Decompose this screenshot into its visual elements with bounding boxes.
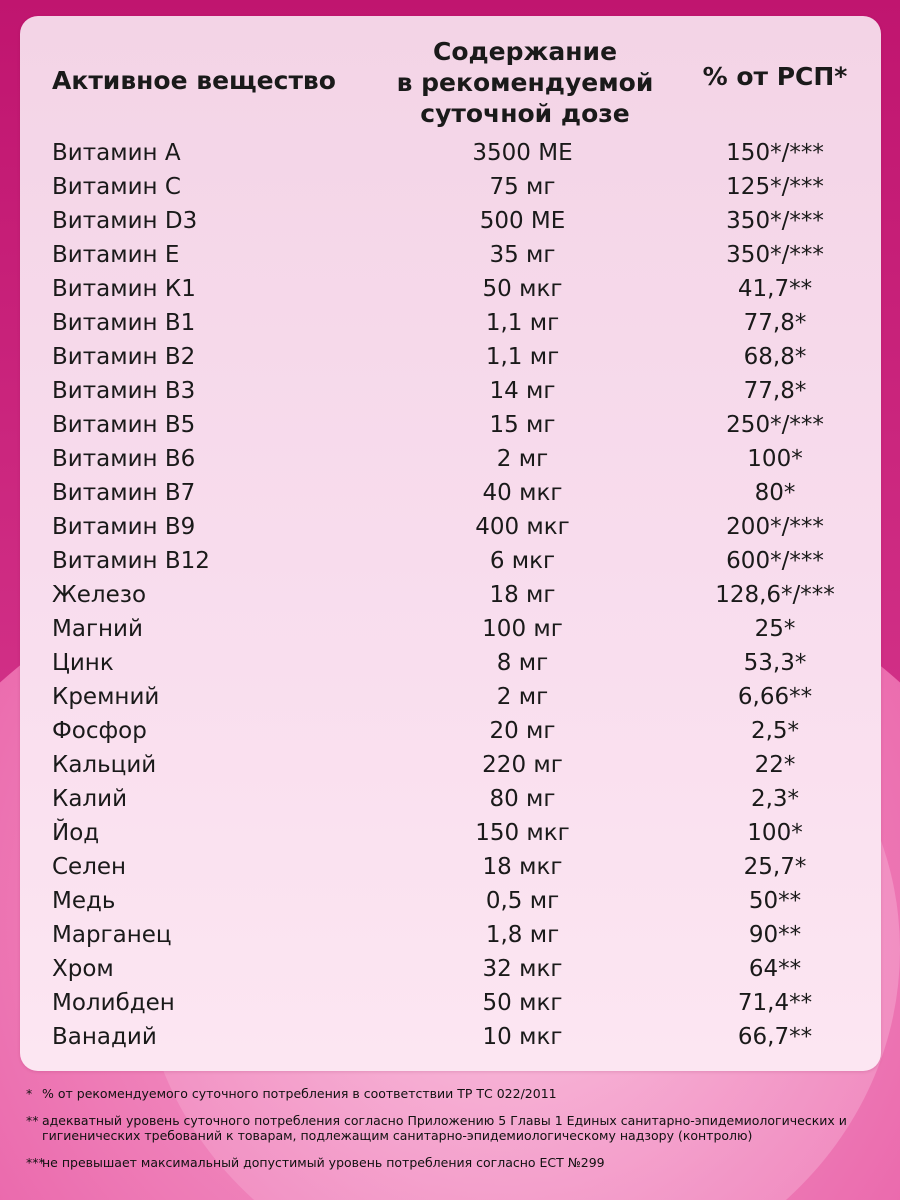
substance-percent: 68,8* xyxy=(743,344,807,370)
substance-name: Витамин С xyxy=(52,174,181,200)
header-percent-rsp: % от РСП* xyxy=(702,62,848,91)
substance-amount: 18 мг xyxy=(489,582,556,608)
substance-percent: 2,5* xyxy=(750,718,800,744)
substance-name: Витамин В2 xyxy=(52,344,196,370)
substance-percent: 25,7* xyxy=(743,854,807,880)
table-row xyxy=(0,612,900,646)
substance-amount: 3500 МЕ xyxy=(472,140,573,166)
substance-name: Марганец xyxy=(52,922,172,948)
table-row xyxy=(0,646,900,680)
table-row xyxy=(0,170,900,204)
substance-amount: 32 мкг xyxy=(482,956,563,982)
substance-name: Медь xyxy=(52,888,116,914)
table-row xyxy=(0,408,900,442)
table-row xyxy=(0,680,900,714)
substance-name: Витамин Е xyxy=(52,242,180,268)
substance-amount: 0,5 мг xyxy=(485,888,560,914)
substance-name: Витамин В1 xyxy=(52,310,196,336)
table-row xyxy=(0,340,900,374)
header-content-line1: Содержание xyxy=(432,37,618,66)
header-active-substance: Активное вещество xyxy=(52,66,336,95)
substance-amount: 8 мг xyxy=(496,650,549,676)
substance-amount: 400 мкг xyxy=(475,514,570,540)
substance-amount: 15 мг xyxy=(489,412,556,438)
substance-amount: 35 мг xyxy=(489,242,556,268)
substance-name: Кальций xyxy=(52,752,157,778)
table-row xyxy=(0,306,900,340)
substance-percent: 53,3* xyxy=(743,650,807,676)
table-row xyxy=(0,1020,900,1054)
footnote-text: адекватный уровень суточного потребления согласно Приложению 5 Главы 1 Единых санитарно-эпидемиологических и гигиенических требований к товарам, подлежащим санитарно-эпидемиологическому надзору (контролю) xyxy=(42,1113,847,1143)
substance-amount: 50 мкг xyxy=(482,276,563,302)
footnote-2 xyxy=(0,1113,900,1143)
nutrient-table xyxy=(0,136,900,1054)
substance-percent: 77,8* xyxy=(743,378,807,404)
footnote-text: не превышает максимальный допустимый уровень потребления согласно ЕСТ №299 xyxy=(42,1155,605,1170)
substance-amount: 2 мг xyxy=(496,684,549,710)
header-content-line3: суточной дозе xyxy=(420,99,630,128)
substance-name: Калий xyxy=(52,786,128,812)
substance-percent: 350*/*** xyxy=(726,242,824,268)
header-content-per-dose xyxy=(380,36,670,129)
substance-name: Витамин В12 xyxy=(52,548,210,574)
substance-name: Молибден xyxy=(52,990,175,1016)
footnote-3 xyxy=(0,1155,900,1170)
substance-percent: 6,66** xyxy=(737,684,813,710)
table-row xyxy=(0,204,900,238)
substance-amount: 50 мкг xyxy=(482,990,563,1016)
substance-percent: 250*/*** xyxy=(726,412,824,438)
substance-name: Хром xyxy=(52,956,114,982)
substance-percent: 66,7** xyxy=(737,1024,813,1050)
table-row xyxy=(0,952,900,986)
header-content-line2: в рекомендуемой xyxy=(396,68,654,97)
substance-percent: 100* xyxy=(747,820,803,846)
substance-amount: 500 МЕ xyxy=(479,208,566,234)
substance-percent: 200*/*** xyxy=(726,514,824,540)
substance-amount: 1,1 мг xyxy=(485,344,560,370)
substance-amount: 1,8 мг xyxy=(485,922,560,948)
substance-name: Витамин В3 xyxy=(52,378,196,404)
substance-amount: 20 мг xyxy=(489,718,556,744)
substance-amount: 2 мг xyxy=(496,446,549,472)
footnote-1 xyxy=(0,1086,900,1101)
substance-name: Витамин В5 xyxy=(52,412,196,438)
substance-percent: 150*/*** xyxy=(726,140,824,166)
substance-name: Магний xyxy=(52,616,143,642)
substance-amount: 75 мг xyxy=(489,174,556,200)
substance-percent: 100* xyxy=(747,446,803,472)
substance-percent: 80* xyxy=(754,480,796,506)
table-row xyxy=(0,544,900,578)
substance-amount: 100 мг xyxy=(482,616,563,642)
table-row xyxy=(0,272,900,306)
table-row xyxy=(0,374,900,408)
substance-amount: 10 мкг xyxy=(482,1024,563,1050)
footnote-mark: ** xyxy=(26,1113,39,1128)
substance-percent: 77,8* xyxy=(743,310,807,336)
substance-amount: 150 мкг xyxy=(475,820,570,846)
substance-amount: 1,1 мг xyxy=(485,310,560,336)
substance-name: Кремний xyxy=(52,684,160,710)
table-row xyxy=(0,816,900,850)
substance-name: Йод xyxy=(52,820,100,846)
table-row xyxy=(0,476,900,510)
table-row xyxy=(0,714,900,748)
substance-name: Селен xyxy=(52,854,127,880)
substance-percent: 2,3* xyxy=(750,786,800,812)
substance-amount: 14 мг xyxy=(489,378,556,404)
table-row xyxy=(0,850,900,884)
substance-percent: 71,4** xyxy=(737,990,813,1016)
table-row xyxy=(0,442,900,476)
substance-percent: 22* xyxy=(754,752,796,778)
substance-percent: 64** xyxy=(748,956,802,982)
substance-name: Железо xyxy=(52,582,147,608)
substance-percent: 90** xyxy=(748,922,802,948)
footnotes xyxy=(0,1086,900,1182)
table-row xyxy=(0,136,900,170)
substance-amount: 18 мкг xyxy=(482,854,563,880)
substance-percent: 50** xyxy=(748,888,802,914)
substance-amount: 220 мг xyxy=(482,752,563,778)
table-row xyxy=(0,782,900,816)
substance-percent: 41,7** xyxy=(737,276,813,302)
footnote-mark: *** xyxy=(26,1155,45,1170)
substance-name: Ванадий xyxy=(52,1024,157,1050)
substance-percent: 25* xyxy=(754,616,796,642)
substance-percent: 350*/*** xyxy=(726,208,824,234)
table-row xyxy=(0,510,900,544)
substance-amount: 6 мкг xyxy=(489,548,556,574)
table-row xyxy=(0,578,900,612)
footnote-text: % от рекомендуемого суточного потребления в соответствии ТР ТС 022/2011 xyxy=(42,1086,557,1101)
substance-percent: 128,6*/*** xyxy=(715,582,835,608)
table-row xyxy=(0,884,900,918)
substance-name: Витамин А xyxy=(52,140,181,166)
substance-percent: 125*/*** xyxy=(726,174,824,200)
substance-name: Фосфор xyxy=(52,718,147,744)
substance-name: Витамин В9 xyxy=(52,514,196,540)
substance-name: Витамин К1 xyxy=(52,276,196,302)
substance-name: Цинк xyxy=(52,650,114,676)
substance-amount: 40 мкг xyxy=(482,480,563,506)
substance-name: Витамин В6 xyxy=(52,446,196,472)
substance-name: Витамин В7 xyxy=(52,480,196,506)
table-row xyxy=(0,748,900,782)
table-row xyxy=(0,918,900,952)
table-row xyxy=(0,986,900,1020)
substance-name: Витамин D3 xyxy=(52,208,198,234)
substance-percent: 600*/*** xyxy=(726,548,824,574)
substance-amount: 80 мг xyxy=(489,786,556,812)
footnote-mark: * xyxy=(26,1086,33,1101)
table-row xyxy=(0,238,900,272)
